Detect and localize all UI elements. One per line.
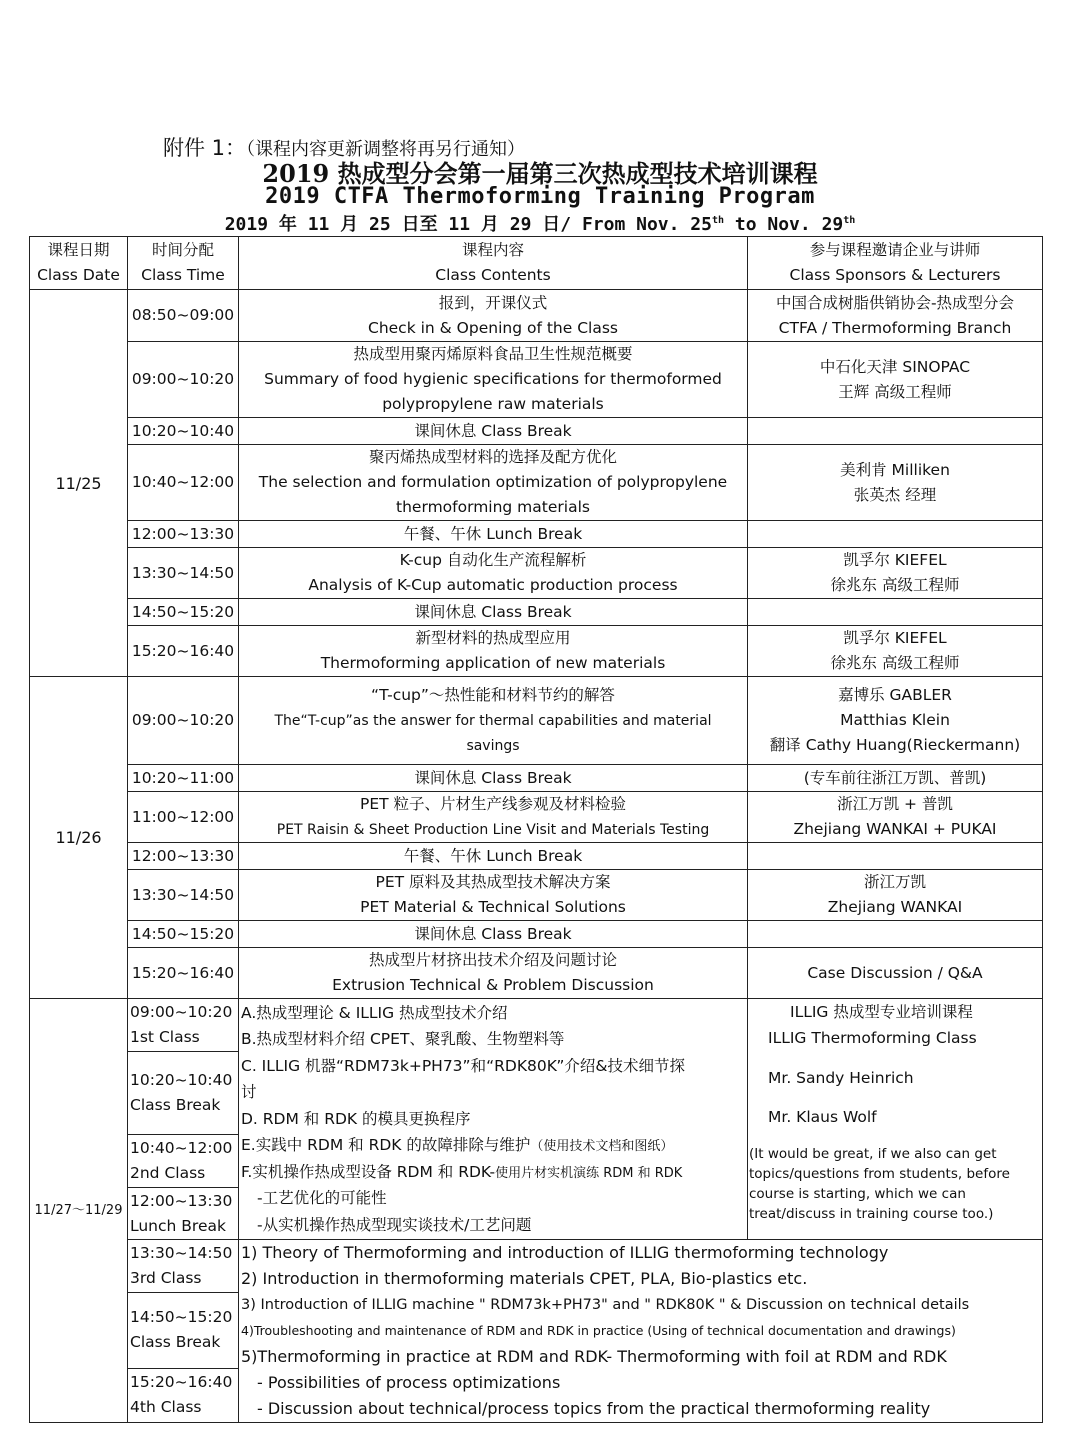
table-row: [30, 1240, 1043, 1293]
content-cell: 报到，开课仪式 Check in & Opening of the Class: [239, 290, 748, 342]
sponsor-cell: 凯孚尔 KIEFEL 徐兆东 高级工程师: [748, 626, 1043, 677]
table-row: [30, 342, 1043, 418]
time-cell: 09:00~10:20: [128, 342, 239, 418]
table-row: [30, 626, 1043, 677]
header-class-time: 时间分配 Class Time: [128, 237, 239, 290]
content-cell: PET 原料及其热成型技术解决方案 PET Material & Technical Solutions: [239, 870, 748, 921]
lecturer-title: ILLIG 热成型专业培训课程: [790, 1003, 973, 1021]
date-sup-2: th: [843, 215, 856, 226]
date-cn: 2019 年 11 月 25 日至 11 月 29 日: [224, 214, 561, 235]
table-row: [30, 599, 1043, 626]
content-cell-en: [239, 1240, 1043, 1423]
date-from: / From Nov. 25: [560, 214, 712, 235]
list-item: - Possibilities of process optimizations: [257, 1373, 561, 1392]
header-class-contents: 课程内容 Class Contents: [239, 237, 748, 290]
sponsor-cell: [748, 418, 1043, 445]
table-row: [30, 921, 1043, 948]
table-row: [30, 999, 1043, 1052]
list-item: C. ILLIG 机器“RDM73k+PH73”和“RDK80K”介绍&技术细节探: [241, 1056, 686, 1075]
table-row: [30, 290, 1043, 342]
table-header-row: [30, 237, 1043, 290]
time-cell: 14:50~15:20 Class Break: [128, 1293, 239, 1368]
list-item: 1) Theory of Thermoforming and introduction of ILLIG thermoforming technology: [241, 1243, 889, 1262]
header-class-sponsors: 参与课程邀请企业与讲师 Class Sponsors & Lecturers: [748, 237, 1043, 290]
lecturer-name: Mr. Sandy Heinrich: [768, 1069, 914, 1087]
time-cell: 15:20~16:40: [128, 948, 239, 999]
list-item: -工艺优化的可能性: [257, 1189, 387, 1208]
time-cell: 12:00~13:30 Lunch Break: [128, 1188, 239, 1240]
title-date-range: [0, 210, 1080, 236]
lecturer-class: ILLIG Thermoforming Class: [768, 1029, 977, 1047]
time-cell: 10:40~12:00 2nd Class: [128, 1135, 239, 1188]
table-row: [30, 765, 1043, 792]
time-cell: 15:20~16:40 4th Class: [128, 1368, 239, 1422]
table-row: [30, 445, 1043, 521]
lecturer-cell: [748, 999, 1043, 1240]
list-item: - Discussion about technical/process topics from the practical thermoforming reality: [257, 1399, 931, 1418]
sponsor-cell: 中石化天津 SINOPAC 王辉 高级工程师: [748, 342, 1043, 418]
time-cell: 14:50~15:20: [128, 921, 239, 948]
time-cell: 10:20~10:40: [128, 418, 239, 445]
content-cell: 午餐、午休 Lunch Break: [239, 843, 748, 870]
list-item: 5)Thermoforming in practice at RDM and RDK- Thermoforming with foil at RDM and RDK: [241, 1347, 947, 1366]
table-row: [30, 677, 1043, 765]
content-cell: 热成型用聚丙烯原料食品卫生性规范概要 Summary of food hygienic specifications for thermoformed polypropylene raw materials: [239, 342, 748, 418]
list-item: F.实机操作热成型设备 RDM 和 RDK-使用片材实机演练 RDM 和 RDK: [241, 1162, 683, 1181]
lecturer-note: (It would be great, if we also can get topics/questions from students, before course is starting, which we can treat/discuss in training course too.): [749, 1146, 1010, 1222]
time-cell: 13:30~14:50: [128, 870, 239, 921]
content-cell: 热成型片材挤出技术介绍及问题讨论 Extrusion Technical & Problem Discussion: [239, 948, 748, 999]
sponsor-cell: 嘉博乐 GABLER Matthias Klein 翻译 Cathy Huang(Rieckermann): [748, 677, 1043, 765]
list-item: 3) Introduction of ILLIG machine " RDM73k+PH73" and " RDK80K " & Discussion on technical details: [241, 1297, 970, 1313]
table-row: [30, 792, 1043, 843]
sponsor-cell: [748, 521, 1043, 548]
time-cell: 13:30~14:50: [128, 548, 239, 599]
time-cell: 09:00~10:20 1st Class: [128, 999, 239, 1052]
list-item: B.热成型材料介绍 CPET、聚乳酸、生物塑料等: [241, 1030, 565, 1049]
time-cell: 12:00~13:30: [128, 521, 239, 548]
lecturer-name: Mr. Klaus Wolf: [768, 1108, 877, 1126]
table-row: [30, 948, 1043, 999]
time-cell: 13:30~14:50 3rd Class: [128, 1240, 239, 1293]
sponsor-cell: (专车前往浙江万凯、普凯): [748, 765, 1043, 792]
time-cell: 12:00~13:30: [128, 843, 239, 870]
content-cell: 课间休息 Class Break: [239, 418, 748, 445]
attachment-note: （课程内容更新调整将再另行通知）: [246, 139, 526, 160]
sponsor-cell: 中国合成树脂供销协会-热成型分会 CTFA / Thermoforming Branch: [748, 290, 1043, 342]
title-english: 2019 CTFA Thermoforming Training Program: [265, 184, 815, 209]
content-cell: “T-cup”～热性能和材料节约的解答 The“T-cup”as the answer for thermal capabilities and material savings: [239, 677, 748, 765]
date-cell: 11/26: [30, 677, 128, 999]
sponsor-cell: Case Discussion / Q&A: [748, 948, 1043, 999]
sponsor-cell: 浙江万凯 + 普凯 Zhejiang WANKAI + PUKAI: [748, 792, 1043, 843]
list-item: E.实践中 RDM 和 RDK 的故障排除与维护（使用技术文档和图纸）: [241, 1136, 674, 1155]
table-row: [30, 418, 1043, 445]
sponsor-cell: 美利肯 Milliken 张英杰 经理: [748, 445, 1043, 521]
list-item: 2) Introduction in thermoforming materials CPET, PLA, Bio-plastics etc.: [241, 1269, 808, 1288]
list-item: 4)Troubleshooting and maintenance of RDM and RDK in practice (Using of technical documentation and drawings): [241, 1323, 956, 1338]
list-item: D. RDM 和 RDK 的模具更换程序: [241, 1109, 471, 1128]
sponsor-cell: [748, 921, 1043, 948]
date-cell: 11/25: [30, 290, 128, 677]
table-row: [30, 548, 1043, 599]
sponsor-cell: [748, 599, 1043, 626]
table-row: [30, 870, 1043, 921]
time-cell: 09:00~10:20: [128, 677, 239, 765]
time-cell: 10:20~11:00: [128, 765, 239, 792]
content-cell: 课间休息 Class Break: [239, 599, 748, 626]
time-cell: 15:20~16:40: [128, 626, 239, 677]
content-cell: PET 粒子、片材生产线参观及材料检验 PET Raisin & Sheet Production Line Visit and Materials Testing: [239, 792, 748, 843]
table-row: [30, 843, 1043, 870]
sponsor-cell: [748, 843, 1043, 870]
content-cell: 午餐、午休 Lunch Break: [239, 521, 748, 548]
content-cell: 课间休息 Class Break: [239, 765, 748, 792]
sponsor-cell: 凯孚尔 KIEFEL 徐兆东 高级工程师: [748, 548, 1043, 599]
list-item: -从实机操作热成型现实谈技术/工艺问题: [257, 1215, 532, 1234]
header-class-date: 课程日期 Class Date: [30, 237, 128, 290]
date-to: to Nov. 29: [724, 214, 844, 235]
table-row: [30, 521, 1043, 548]
time-cell: 08:50~09:00: [128, 290, 239, 342]
time-cell: 10:40~12:00: [128, 445, 239, 521]
attachment-label: 附件 1：: [163, 136, 247, 160]
content-cell: 课间休息 Class Break: [239, 921, 748, 948]
schedule-table: [29, 236, 1043, 1423]
time-cell: 10:20~10:40 Class Break: [128, 1052, 239, 1135]
sponsor-cell: 浙江万凯 Zhejiang WANKAI: [748, 870, 1043, 921]
time-cell: 14:50~15:20: [128, 599, 239, 626]
title-chinese: 2019 热成型分会第一届第三次热成型技术培训课程: [262, 159, 818, 188]
content-cell-cn: [239, 999, 748, 1240]
date-cell: 11/27～11/29: [30, 999, 128, 1423]
content-cell: 新型材料的热成型应用 Thermoforming application of new materials: [239, 626, 748, 677]
content-cell: K-cup 自动化生产流程解析 Analysis of K-Cup automatic production process: [239, 548, 748, 599]
list-item: 讨: [241, 1083, 257, 1102]
time-cell: 11:00~12:00: [128, 792, 239, 843]
content-cell: 聚丙烯热成型材料的选择及配方优化 The selection and formulation optimization of polypropylene thermoforming materials: [239, 445, 748, 521]
date-sup-1: th: [711, 215, 725, 226]
list-item: A.热成型理论 & ILLIG 热成型技术介绍: [241, 1003, 508, 1022]
